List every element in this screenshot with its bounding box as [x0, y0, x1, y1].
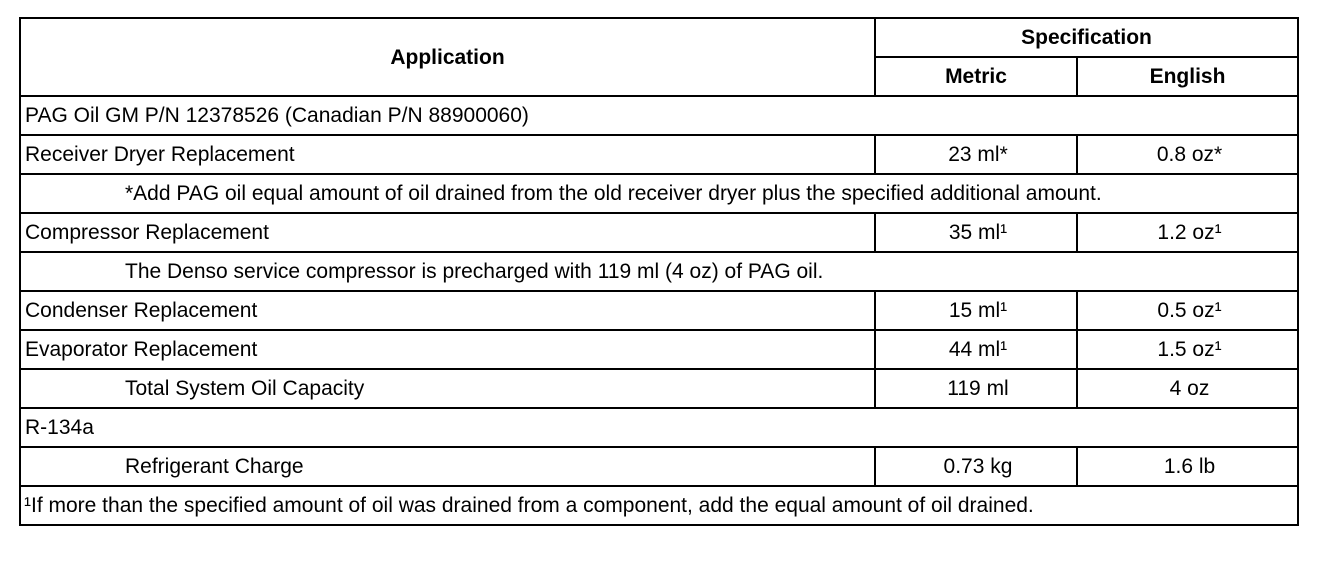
- english-cell: 1.6 lb: [1077, 447, 1298, 486]
- english-header: English: [1077, 57, 1298, 96]
- application-cell: Total System Oil Capacity: [20, 369, 875, 408]
- application-cell: Compressor Replacement: [20, 213, 875, 252]
- table-row: [20, 408, 1298, 447]
- section-label-pag-oil: PAG Oil GM P/N 12378526 (Canadian P/N 88900060): [20, 96, 1298, 135]
- specification-header: Specification: [875, 18, 1298, 57]
- table-row: [20, 96, 1298, 135]
- header-row-top: [20, 18, 1298, 57]
- table-row: [20, 291, 1298, 330]
- metric-cell: 15 ml¹: [875, 291, 1077, 330]
- application-cell: Refrigerant Charge: [20, 447, 875, 486]
- table-row: [20, 135, 1298, 174]
- table-row: [20, 213, 1298, 252]
- metric-header: Metric: [875, 57, 1077, 96]
- english-cell: 1.5 oz¹: [1077, 330, 1298, 369]
- english-cell: 1.2 oz¹: [1077, 213, 1298, 252]
- footnote: ¹If more than the specified amount of oil was drained from a component, add the equal amount of oil drained.: [20, 486, 1298, 525]
- metric-cell: 23 ml*: [875, 135, 1077, 174]
- metric-cell: 44 ml¹: [875, 330, 1077, 369]
- specification-table: [19, 17, 1299, 526]
- metric-cell: 119 ml: [875, 369, 1077, 408]
- section-label-refrigerant: R-134a: [20, 408, 1298, 447]
- application-cell: Condenser Replacement: [20, 291, 875, 330]
- table-row: [20, 174, 1298, 213]
- application-cell: Evaporator Replacement: [20, 330, 875, 369]
- application-header: Application: [20, 18, 875, 96]
- table-row: [20, 369, 1298, 408]
- english-cell: 0.5 oz¹: [1077, 291, 1298, 330]
- table-row: [20, 486, 1298, 525]
- table-row: [20, 252, 1298, 291]
- metric-cell: 35 ml¹: [875, 213, 1077, 252]
- note-cell: The Denso service compressor is precharged with 119 ml (4 oz) of PAG oil.: [20, 252, 1298, 291]
- english-cell: 0.8 oz*: [1077, 135, 1298, 174]
- english-cell: 4 oz: [1077, 369, 1298, 408]
- note-cell: *Add PAG oil equal amount of oil drained from the old receiver dryer plus the specified additional amount.: [20, 174, 1298, 213]
- application-cell: Receiver Dryer Replacement: [20, 135, 875, 174]
- table-row: [20, 330, 1298, 369]
- table-row: [20, 447, 1298, 486]
- metric-cell: 0.73 kg: [875, 447, 1077, 486]
